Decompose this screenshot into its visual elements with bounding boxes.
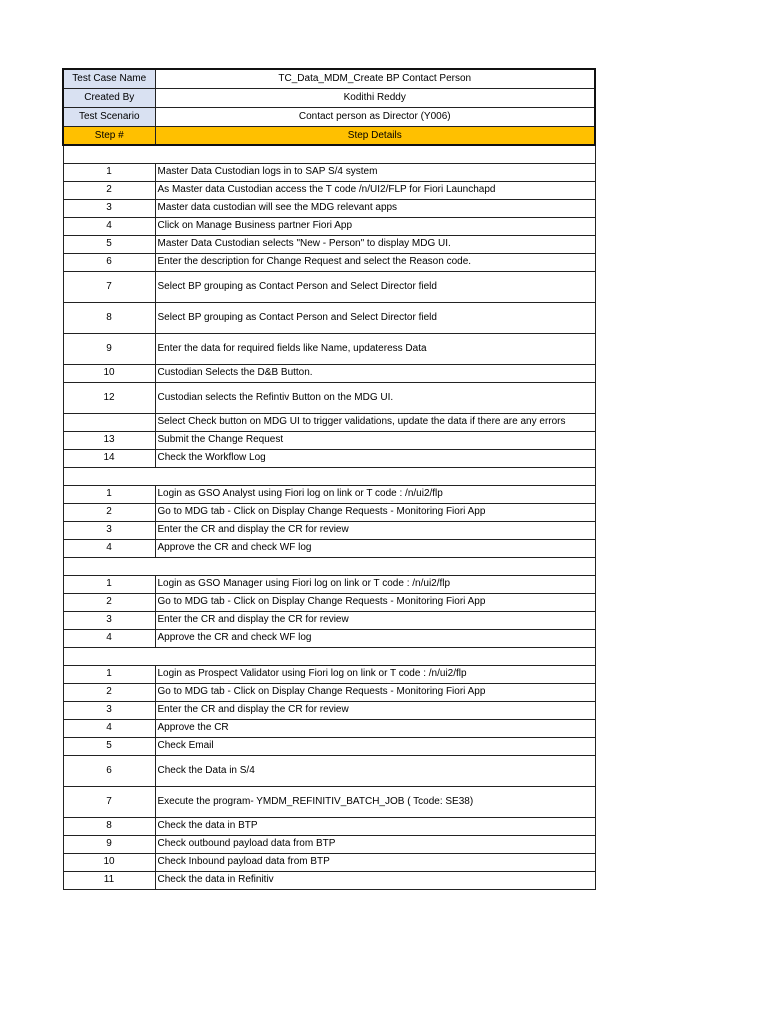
- step-number-cell: 8: [63, 817, 155, 835]
- step-details-cell: Select BP grouping as Contact Person and Select Director field: [155, 271, 595, 302]
- step-number-cell: 11: [63, 871, 155, 889]
- section-spacer-row: [63, 467, 595, 485]
- step-row: [63, 871, 595, 889]
- step-details-cell: Approve the CR: [155, 719, 595, 737]
- step-row: [63, 665, 595, 683]
- step-details-cell: Click on Manage Business partner Fiori App: [155, 217, 595, 235]
- step-row: [63, 629, 595, 647]
- step-details-cell: Check Inbound payload data from BTP: [155, 853, 595, 871]
- step-number-cell: [63, 413, 155, 431]
- step-details-header: Step Details: [155, 126, 595, 145]
- step-row: [63, 431, 595, 449]
- step-row: [63, 199, 595, 217]
- test-case-sheet: [62, 68, 596, 890]
- step-details-cell: Check the Workflow Log: [155, 449, 595, 467]
- header-row-test-case-name: [63, 69, 595, 88]
- step-row: [63, 253, 595, 271]
- step-row: [63, 217, 595, 235]
- section-spacer-row: [63, 647, 595, 665]
- step-details-cell: Enter the data for required fields like Name, updateress Data: [155, 333, 595, 364]
- step-number-cell: 3: [63, 199, 155, 217]
- step-details-cell: Go to MDG tab - Click on Display Change Requests - Monitoring Fiori App: [155, 683, 595, 701]
- step-number-cell: 9: [63, 333, 155, 364]
- step-number-cell: 1: [63, 163, 155, 181]
- step-row: [63, 701, 595, 719]
- step-row: [63, 737, 595, 755]
- header-row-test-scenario: [63, 107, 595, 126]
- step-details-cell: Master Data Custodian logs in to SAP S/4 system: [155, 163, 595, 181]
- step-details-cell: Enter the CR and display the CR for review: [155, 521, 595, 539]
- step-number-cell: 14: [63, 449, 155, 467]
- header-value: Contact person as Director (Y006): [155, 107, 595, 126]
- step-details-cell: Approve the CR and check WF log: [155, 539, 595, 557]
- step-number-cell: 2: [63, 593, 155, 611]
- section-spacer-row: [63, 557, 595, 575]
- step-details-cell: Custodian Selects the D&B Button.: [155, 364, 595, 382]
- step-details-cell: Check the Data in S/4: [155, 755, 595, 786]
- step-details-cell: Go to MDG tab - Click on Display Change Requests - Monitoring Fiori App: [155, 503, 595, 521]
- step-details-cell: Master data custodian will see the MDG relevant apps: [155, 199, 595, 217]
- header-label: Test Case Name: [63, 69, 155, 88]
- spacer-cell: [63, 145, 595, 163]
- step-number-cell: 9: [63, 835, 155, 853]
- step-number-cell: 7: [63, 786, 155, 817]
- step-number-cell: 1: [63, 575, 155, 593]
- step-number-cell: 3: [63, 521, 155, 539]
- step-row: [63, 382, 595, 413]
- step-number-cell: 1: [63, 665, 155, 683]
- step-details-cell: Enter the description for Change Request and select the Reason code.: [155, 253, 595, 271]
- step-details-cell: Master Data Custodian selects "New - Person" to display MDG UI.: [155, 235, 595, 253]
- header-value: TC_Data_MDM_Create BP Contact Person: [155, 69, 595, 88]
- step-number-cell: 4: [63, 719, 155, 737]
- step-details-cell: Go to MDG tab - Click on Display Change Requests - Monitoring Fiori App: [155, 593, 595, 611]
- step-row: [63, 853, 595, 871]
- step-row: [63, 521, 595, 539]
- step-number-cell: 7: [63, 271, 155, 302]
- step-number-cell: 8: [63, 302, 155, 333]
- step-details-cell: Login as GSO Manager using Fiori log on link or T code : /n/ui2/flp: [155, 575, 595, 593]
- step-details-cell: Check Email: [155, 737, 595, 755]
- step-header-row: [63, 126, 595, 145]
- step-row: [63, 755, 595, 786]
- step-details-cell: Check the data in BTP: [155, 817, 595, 835]
- step-number-cell: 6: [63, 755, 155, 786]
- step-number-cell: 13: [63, 431, 155, 449]
- step-number-cell: 6: [63, 253, 155, 271]
- step-row: [63, 593, 595, 611]
- step-number-cell: 4: [63, 629, 155, 647]
- step-row: [63, 235, 595, 253]
- step-row: [63, 719, 595, 737]
- spacer-cell: [63, 647, 595, 665]
- step-details-cell: Login as Prospect Validator using Fiori log on link or T code : /n/ui2/flp: [155, 665, 595, 683]
- step-row: [63, 503, 595, 521]
- step-details-cell: Approve the CR and check WF log: [155, 629, 595, 647]
- step-details-cell: Select BP grouping as Contact Person and Select Director field: [155, 302, 595, 333]
- header-label: Test Scenario: [63, 107, 155, 126]
- step-row: [63, 271, 595, 302]
- step-number-cell: 12: [63, 382, 155, 413]
- step-details-cell: Enter the CR and display the CR for review: [155, 611, 595, 629]
- step-number-cell: 4: [63, 217, 155, 235]
- step-details-cell: Execute the program- YMDM_REFINITIV_BATCH_JOB ( Tcode: SE38): [155, 786, 595, 817]
- step-details-cell: Check outbound payload data from BTP: [155, 835, 595, 853]
- step-number-cell: 2: [63, 181, 155, 199]
- header-label: Created By: [63, 88, 155, 107]
- section-spacer-row: [63, 145, 595, 163]
- step-details-cell: Submit the Change Request: [155, 431, 595, 449]
- step-number-cell: 5: [63, 737, 155, 755]
- step-number-cell: 4: [63, 539, 155, 557]
- step-number-cell: 3: [63, 611, 155, 629]
- spacer-cell: [63, 467, 595, 485]
- step-row: [63, 575, 595, 593]
- step-number-cell: 1: [63, 485, 155, 503]
- step-row: [63, 683, 595, 701]
- step-number-header: Step #: [63, 126, 155, 145]
- step-row: [63, 817, 595, 835]
- step-number-cell: 2: [63, 683, 155, 701]
- step-row: [63, 485, 595, 503]
- step-row: [63, 449, 595, 467]
- step-row: [63, 413, 595, 431]
- step-row: [63, 163, 595, 181]
- spacer-cell: [63, 557, 595, 575]
- step-number-cell: 3: [63, 701, 155, 719]
- step-details-cell: As Master data Custodian access the T code /n/UI2/FLP for Fiori Launchapd: [155, 181, 595, 199]
- step-details-cell: Check the data in Refinitiv: [155, 871, 595, 889]
- step-number-cell: 5: [63, 235, 155, 253]
- step-details-cell: Enter the CR and display the CR for review: [155, 701, 595, 719]
- step-row: [63, 539, 595, 557]
- step-row: [63, 364, 595, 382]
- step-details-cell: Select Check button on MDG UI to trigger validations, update the data if there are any errors: [155, 413, 595, 431]
- header-row-created-by: [63, 88, 595, 107]
- step-row: [63, 333, 595, 364]
- step-number-cell: 10: [63, 853, 155, 871]
- step-row: [63, 835, 595, 853]
- step-row: [63, 611, 595, 629]
- step-number-cell: 2: [63, 503, 155, 521]
- step-row: [63, 786, 595, 817]
- step-row: [63, 181, 595, 199]
- step-row: [63, 302, 595, 333]
- step-details-cell: Login as GSO Analyst using Fiori log on link or T code : /n/ui2/flp: [155, 485, 595, 503]
- header-value: Kodithi Reddy: [155, 88, 595, 107]
- step-details-cell: Custodian selects the Refintiv Button on the MDG UI.: [155, 382, 595, 413]
- step-number-cell: 10: [63, 364, 155, 382]
